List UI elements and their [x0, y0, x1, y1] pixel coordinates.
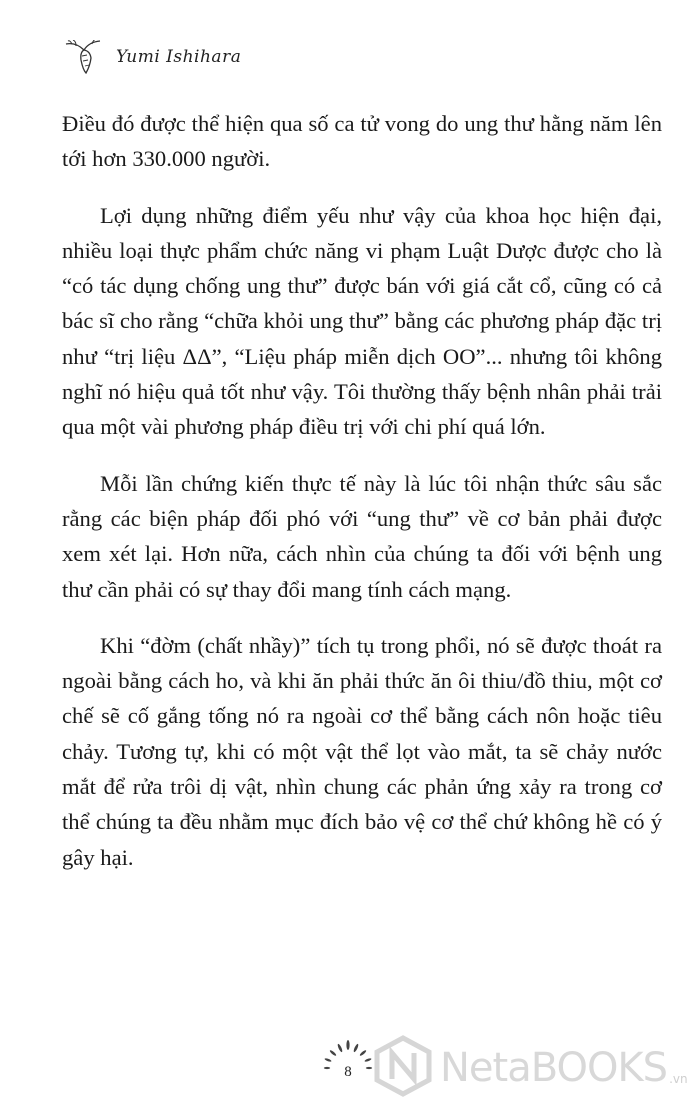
author-name: Yumi Ishihara: [116, 47, 242, 67]
watermark-brand: NetaBOOKS: [440, 1045, 668, 1091]
paragraph-3: Mỗi lần chứng kiến thực tế này là lúc tôi nhận thức sâu sắc rằng các biện pháp đối phó với “ung thư” về cơ bản phải được xem xét lại. Hơn nữa, cách nhìn của chúng ta đối với bệnh ung thư cần phải có sự thay đổi mang tính cách mạng.: [62, 470, 662, 602]
netabooks-logo-icon: [372, 1035, 434, 1102]
paragraph-4: Khi “đờm (chất nhầy)” tích tụ trong phổi, nó sẽ được thoát ra ngoài bằng cách ho, và khi ăn phải thức ăn ôi thiu/đồ thiu, một cơ chế sẽ cố gắng tống nó ra ngoài cơ thể bằng cách nôn hoặc tiêu chảy. Tương tự, khi có một vật thể lọt vào mắt, ta sẽ chảy nước mắt để rửa trôi dị vật, nhìn chung các phản ứng xảy ra trong cơ thể chúng ta đều nhằm mục đích bảo vệ cơ thể chứ không hề có ý gây hại.: [62, 632, 662, 870]
paragraph-1: Điều đó được thể hiện qua số ca tử vong do ung thư hằng năm lên tới hơn 330.000 người.: [62, 111, 662, 172]
page-number: 8: [344, 1064, 352, 1080]
watermark-domain: .vn: [669, 1072, 688, 1086]
watermark: [372, 1028, 698, 1108]
carrot-sprout-icon: [62, 40, 106, 74]
body-text: [62, 106, 662, 896]
paragraph-2: Lợi dụng những điểm yếu như vậy của khoa học hiện đại, nhiều loại thực phẩm chức năng vi phạm Luật Dược được cho là “có tác dụng chống ung thư” được bán với giá cắt cổ, cũng có cả bác sĩ cho rằng “chữa khỏi ung thư” bằng các phương pháp đặc trị như “trị liệu ΔΔ”, “Liệu pháp miễn dịch OO”... nhưng tôi không nghĩ nó hiệu quả tốt như vậy. Tôi thường thấy bệnh nhân phải trải qua một vài phương pháp điều trị với chi phí quá lớn.: [62, 202, 662, 440]
running-header: [62, 40, 241, 74]
